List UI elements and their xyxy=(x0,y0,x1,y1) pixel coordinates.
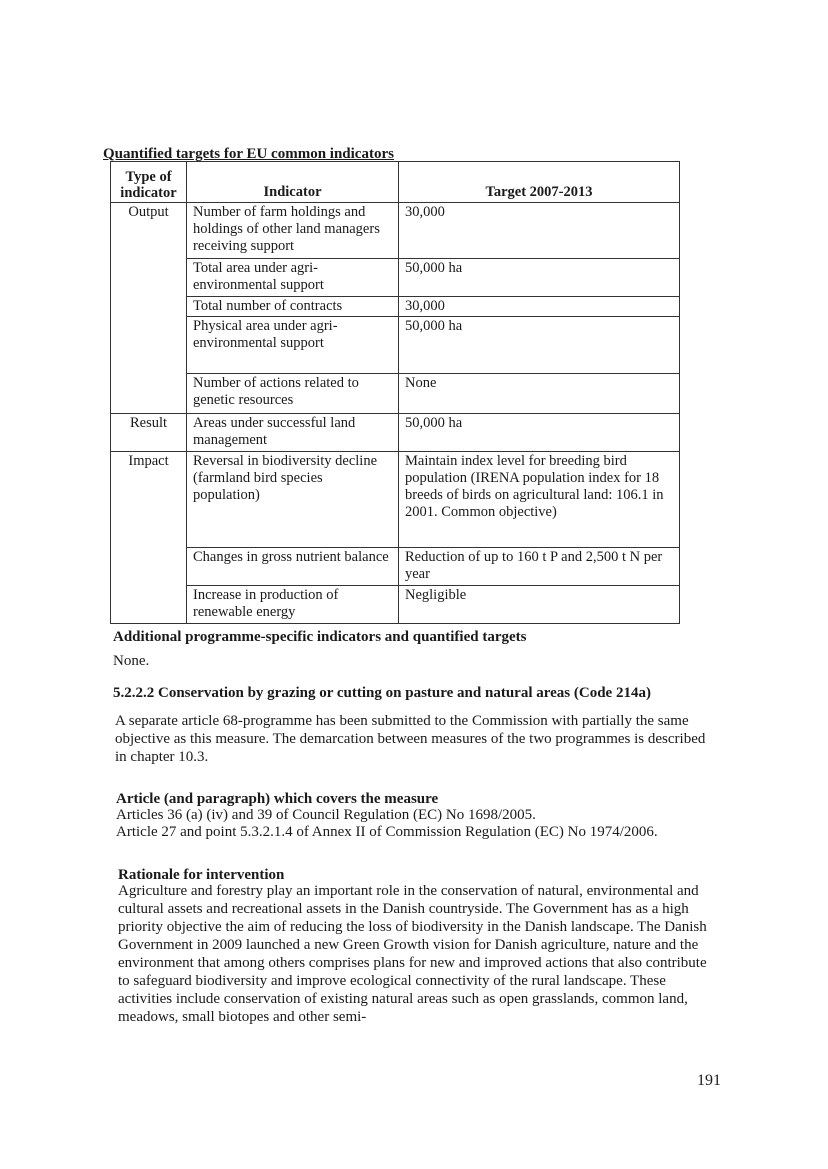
table-header-row xyxy=(111,162,680,203)
type-cell-output: Output xyxy=(111,203,187,414)
article-heading: Article (and paragraph) which covers the measure xyxy=(116,791,439,807)
target-cell: Maintain index level for breeding bird population (IRENA population index for 18 breeds of birds on agricultural land: 106.1 in 2001. Common objective) xyxy=(399,452,680,548)
article-line-1: Articles 36 (a) (iv) and 39 of Council Regulation (EC) No 1698/2005. xyxy=(116,807,536,823)
table-title: Quantified targets for EU common indicators xyxy=(103,146,394,162)
header-type-of-indicator: Type of indicator xyxy=(111,162,187,203)
target-cell: 50,000 ha xyxy=(399,259,680,297)
target-cell: None xyxy=(399,374,680,414)
target-cell: 50,000 ha xyxy=(399,317,680,374)
additional-indicators-text: None. xyxy=(113,653,150,669)
indicator-cell: Changes in gross nutrient balance xyxy=(187,548,399,586)
table-row xyxy=(111,414,680,452)
indicator-cell: Reversal in biodiversity decline (farmland bird species population) xyxy=(187,452,399,548)
table-row xyxy=(111,374,680,414)
table-row xyxy=(111,203,680,259)
additional-indicators-heading: Additional programme-specific indicators and quantified targets xyxy=(113,629,527,645)
table-row xyxy=(111,452,680,548)
indicator-cell: Number of actions related to genetic resources xyxy=(187,374,399,414)
target-cell: Reduction of up to 160 t P and 2,500 t N per year xyxy=(399,548,680,586)
target-cell: Negligible xyxy=(399,586,680,624)
indicator-cell: Physical area under agri-environmental support xyxy=(187,317,399,374)
table-row xyxy=(111,586,680,624)
table-row xyxy=(111,317,680,374)
table-row xyxy=(111,259,680,297)
target-cell: 30,000 xyxy=(399,297,680,317)
indicators-table xyxy=(110,161,680,624)
section-intro-paragraph: A separate article 68-programme has been submitted to the Commission with partially the same objective as this measure. The demarcation between measures of the two programmes is described in chapter 10.3. xyxy=(115,713,706,765)
section-heading: 5.2.2.2 Conservation by grazing or cutting on pasture and natural areas (Code 214a) xyxy=(113,685,651,701)
article-line-2: Article 27 and point 5.3.2.1.4 of Annex II of Commission Regulation (EC) No 1974/2006. xyxy=(116,824,658,840)
type-cell-result: Result xyxy=(111,414,187,452)
rationale-paragraph: Agriculture and forestry play an important role in the conservation of natural, environmental and cultural assets and recreational assets in the Danish countryside. The Government has as a high priority objective the aim of reducing the loss of biodiversity in the Danish landscape. The Danish Government in 2009 launched a new Green Growth vision for Danish agriculture, nature and the environment that among others comprises plans for new and improved actions that also contribute to safeguard biodiversity and improve ecological connectivity of the rural landscape. These activities include conservation of existing natural areas such as open grasslands, common land, meadows, small biotopes and other semi- xyxy=(118,883,707,1025)
indicator-cell: Total number of contracts xyxy=(187,297,399,317)
table-row xyxy=(111,297,680,317)
table-row xyxy=(111,548,680,586)
header-indicator: Indicator xyxy=(187,162,399,203)
page-number: 191 xyxy=(697,1072,721,1089)
rationale-heading: Rationale for intervention xyxy=(118,867,285,883)
target-cell: 30,000 xyxy=(399,203,680,259)
type-cell-impact: Impact xyxy=(111,452,187,624)
indicator-cell: Increase in production of renewable energy xyxy=(187,586,399,624)
indicator-cell: Total area under agri-environmental support xyxy=(187,259,399,297)
indicator-cell: Number of farm holdings and holdings of other land managers receiving support xyxy=(187,203,399,259)
indicator-cell: Areas under successful land management xyxy=(187,414,399,452)
header-target: Target 2007-2013 xyxy=(399,162,680,203)
target-cell: 50,000 ha xyxy=(399,414,680,452)
